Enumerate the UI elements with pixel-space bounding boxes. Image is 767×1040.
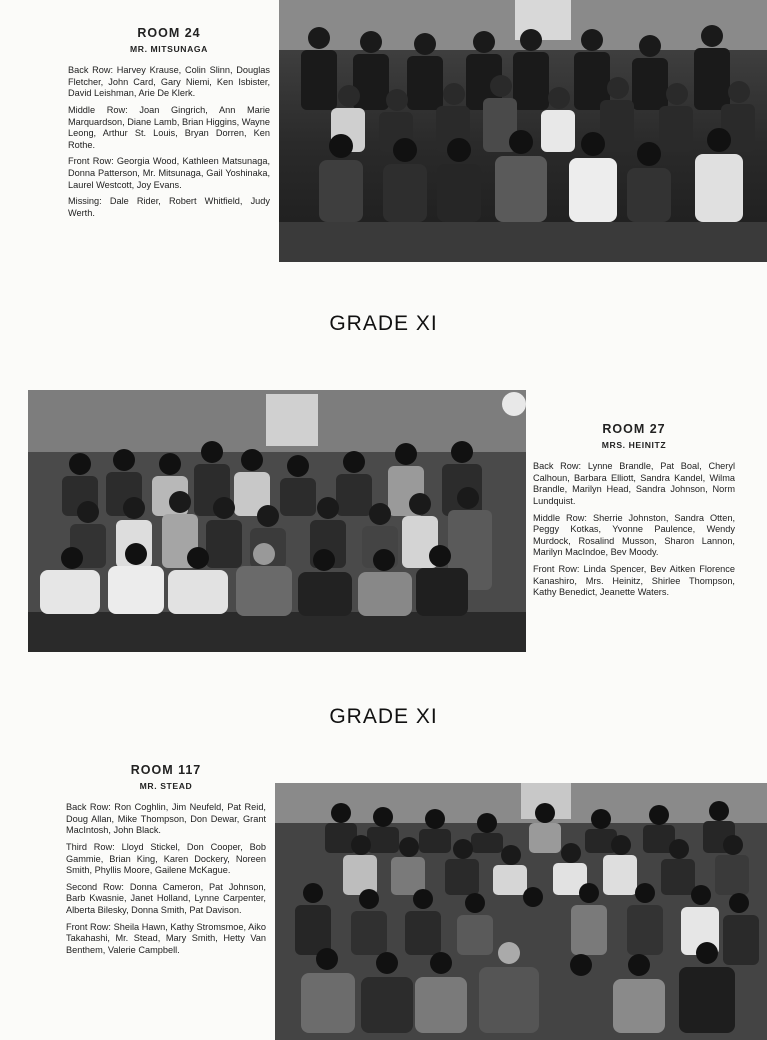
grade-heading: GRADE XI <box>329 312 438 335</box>
caption-room-117 <box>66 765 266 961</box>
teacher-name: MR. MITSUNAGA <box>130 43 208 54</box>
back-row-names: Back Row: Lynne Brandle, Pat Boal, Cheryl Calhoun, Barbara Elliott, Sandra Kandel, Wilma Brandle, Marilyn Head, Sandra Johnson, Norm Lundquist. <box>533 461 735 506</box>
caption-room-27 <box>533 424 735 604</box>
front-row-names: Front Row: Sheila Hawn, Kathy Stromsmoe, Aiko Takahashi, Mr. Stead, Mary Smith, Hetty Van Benthem, Valerie Campbell. <box>66 921 266 955</box>
middle-row-names: Middle Row: Joan Gingrich, Ann Marie Marquardson, Diane Lamb, Brian Higgins, Wayne Leong, Arthur St. Louis, Bryan Dorren, Ken Rothe. <box>68 104 270 150</box>
grade-heading: GRADE XI <box>329 705 438 728</box>
back-row-names: Back Row: Harvey Krause, Colin Slinn, Douglas Fletcher, John Card, Gary Niemi, Ken Isbister, David Leishman, Arie De Klerk. <box>68 65 270 99</box>
missing-names: Missing: Dale Rider, Robert Whitfield, Judy Werth. <box>68 196 270 218</box>
class-photo-illustration <box>279 0 767 262</box>
class-photo-room-117 <box>275 783 767 1040</box>
front-row-names: Front Row: Linda Spencer, Bev Aitken Florence Kanashiro, Mrs. Heinitz, Shirlee Thompson, Kathy Benedict, Jeanette Waters. <box>533 563 735 598</box>
teacher-name: MRS. HEINITZ <box>601 439 667 450</box>
class-photo-room-27 <box>28 390 526 652</box>
second-row-names: Second Row: Donna Cameron, Pat Johnson, Barb Kwasnie, Janet Holland, Lynne Carpenter, Alberta Bilesky, Donna Smith, Pat Davison. <box>66 881 266 915</box>
class-photo-room-24 <box>279 0 767 262</box>
teacher-name: MR. STEAD <box>139 780 193 791</box>
room-title: ROOM 117 <box>130 763 202 777</box>
front-row-names: Front Row: Georgia Wood, Kathleen Matsunaga, Donna Patterson, Mr. Mitsunaga, Gail Yoshinaka, Laurel Westcott, Joy Evans. <box>68 156 270 190</box>
back-row-names: Back Row: Ron Coghlin, Jim Neufeld, Pat Reid, Doug Allan, Mike Thompson, Don Dewar, Grant MacIntosh, John Black. <box>66 802 266 836</box>
third-row-names: Third Row: Lloyd Stickel, Don Cooper, Bob Gammie, Brian King, Karen Dockery, Noreen Smith, Phyllis Moore, Gailene McKague. <box>66 841 266 876</box>
middle-row-names: Middle Row: Sherrie Johnston, Sandra Otten, Peggy Kotkas, Yvonne Paulence, Wendy Murdock, Rosalind Musson, Sharon Lannon, Marilyn MacIndoe, Bev Moody. <box>533 512 735 558</box>
caption-room-24 <box>68 28 270 224</box>
room-title: ROOM 24 <box>137 26 201 40</box>
room-title: ROOM 27 <box>602 422 666 436</box>
class-photo-illustration <box>28 390 526 652</box>
class-photo-illustration <box>275 783 767 1040</box>
